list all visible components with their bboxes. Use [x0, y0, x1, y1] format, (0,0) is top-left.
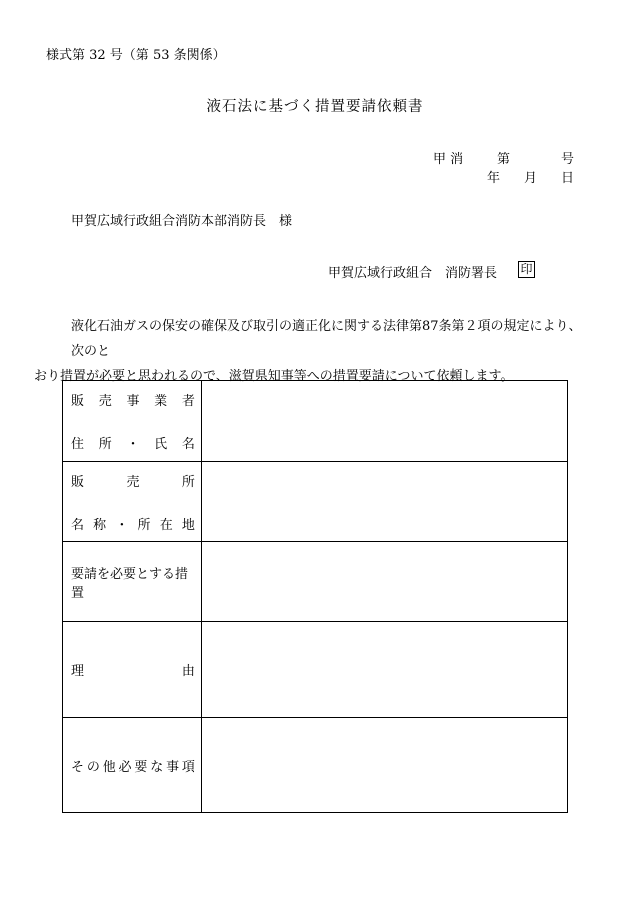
doc-go: 号 [561, 152, 575, 167]
document-date [487, 167, 574, 186]
other-label: そ の 他 必 要 な 事 項 [63, 718, 202, 813]
table-row [63, 462, 568, 542]
date-day: 日 [561, 171, 575, 186]
sender [328, 262, 497, 281]
body-line-2: おり措置が必要と思われるので、滋賀県知事等への措置要請について依頼します。 [34, 369, 514, 384]
reason-label: 理 由 [63, 622, 202, 718]
shop-value-field[interactable] [201, 462, 567, 542]
reason-value-field[interactable] [201, 622, 567, 718]
table-row [63, 381, 568, 462]
table-row [63, 542, 568, 622]
doc-dai: 第 [497, 152, 511, 167]
sender-title: 消防署長 [445, 266, 498, 281]
other-value-field[interactable] [201, 718, 567, 813]
measure-label: 要請を必要とする措置 [63, 542, 202, 622]
request-body [34, 314, 594, 389]
table-row [63, 718, 568, 813]
request-table [62, 380, 568, 813]
seller-label: 販 売 事 業 者 住 所 ・ 氏 名 [63, 381, 202, 462]
addressee: 甲賀広域行政組合消防本部消防長 様 [71, 214, 293, 229]
sender-org: 甲賀広域行政組合 [328, 266, 433, 281]
date-year: 年 [487, 171, 501, 186]
doc-prefix: 甲 消 [433, 152, 464, 167]
seal-box: 印 [518, 261, 535, 278]
form-number: 様式第 32 号（第 53 条関係） [46, 48, 226, 63]
document-number [433, 148, 574, 167]
measure-value-field[interactable] [201, 542, 567, 622]
table-row [63, 622, 568, 718]
date-month: 月 [524, 171, 538, 186]
seller-value-field[interactable] [201, 381, 567, 462]
body-line-1: 液化石油ガスの保安の確保及び取引の適正化に関する法律第87条第２項の規定により、次のと [71, 319, 582, 359]
document-title: 液石法に基づく措置要請依頼書 [206, 99, 424, 115]
shop-label: 販 売 所 名 称 ・ 所 在 地 [63, 462, 202, 542]
